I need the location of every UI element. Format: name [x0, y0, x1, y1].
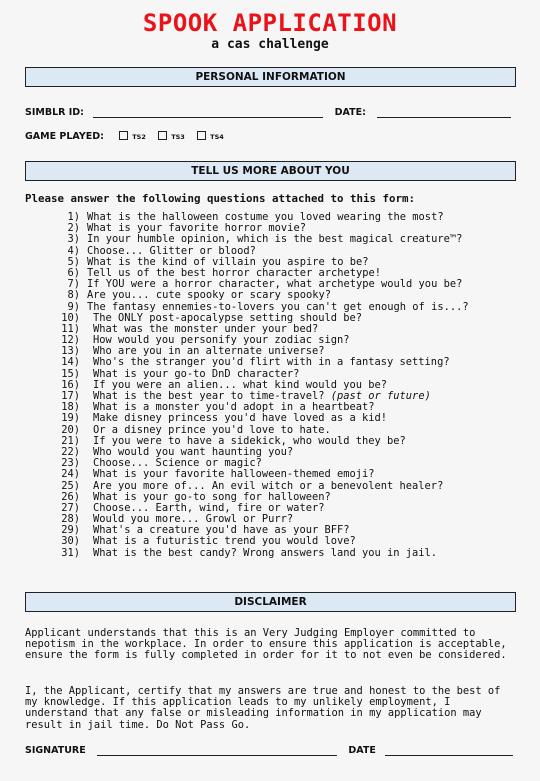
section-tell-us-more: TELL US MORE ABOUT YOU [25, 161, 516, 181]
question-number: 18) [61, 401, 80, 414]
questions-instructions: Please answer the following questions attached to this form: [25, 192, 416, 205]
question-text-main: What is a monster you'd adopt in a heartbeat? [93, 401, 375, 414]
question-text-main: Make disney princess you'd have loved as a kid! [93, 412, 388, 425]
question-text-main: Who's the stranger you'd flirt with in a fantasy setting? [93, 356, 450, 369]
date-label: DATE: [334, 107, 366, 118]
question-number: 9) [67, 300, 80, 313]
question-text-main: What is the best candy? Wrong answers land you in jail. [93, 546, 438, 559]
question-text-main: Who would you want haunting you? [93, 445, 294, 458]
question-number: 4) [67, 244, 80, 257]
form-subtitle: a cas challenge [211, 37, 329, 52]
simblr-id-field[interactable] [93, 107, 323, 118]
question-number: 15) [61, 367, 80, 380]
section-personal-information: PERSONAL INFORMATION [25, 67, 516, 87]
question-number: 10) [61, 311, 80, 324]
question-number: 19) [61, 412, 80, 425]
question-text-main: How would you personify your zodiac sign? [93, 334, 350, 347]
question-text-main: If you were to have a sidekick, who would they be? [93, 434, 406, 447]
signature-field[interactable] [97, 745, 337, 756]
signature-date-field[interactable] [385, 745, 513, 756]
question-number: 6) [67, 266, 80, 279]
question-number: 13) [61, 345, 80, 358]
question-text-main: What is the halloween costume you loved wearing the most? [87, 211, 444, 223]
checkbox-ts4[interactable] [197, 131, 206, 140]
question-number: 5) [67, 255, 80, 268]
question-text-main: Choose... Glitter or blood? [87, 244, 256, 257]
question-text-main: Are you more of... An evil witch or a benevolent healer? [93, 479, 444, 492]
question-note: (past or future) [330, 390, 431, 402]
question-number: 30) [61, 535, 80, 548]
question-number: 25) [61, 479, 80, 492]
question-text-main: The ONLY post-apocalypse setting should be? [93, 311, 362, 324]
game-played-row [25, 131, 224, 142]
date-field[interactable] [377, 107, 511, 118]
question-number: 28) [61, 513, 80, 526]
game-option-ts4: TS4 [210, 133, 224, 141]
game-played-label: GAME PLAYED: [25, 131, 104, 142]
question-number: 31) [61, 546, 80, 559]
question-number: 27) [61, 501, 80, 514]
question-number: 16) [61, 378, 80, 391]
question-text [80, 548, 437, 559]
question-number: 22) [61, 445, 80, 458]
question-number: 17) [61, 390, 80, 402]
signature-label: SIGNATURE [25, 745, 86, 756]
question-text-main: What is your go-to song for halloween? [93, 490, 331, 503]
question-text-main: Tell us of the best horror character archetype! [87, 266, 382, 279]
question-text-main: What is your favorite halloween-themed emoji? [93, 468, 375, 481]
question-text-main: If you were an alien... what kind would you be? [93, 378, 388, 391]
question-number: 1) [67, 211, 80, 223]
question-number: 8) [67, 289, 80, 302]
question-text-main: What is the kind of villain you aspire to be? [87, 255, 369, 268]
question-text-main: What is the best year to time-travel? [93, 390, 325, 402]
checkbox-ts3[interactable] [158, 131, 167, 140]
checkbox-ts2[interactable] [119, 131, 128, 140]
question-text-main: What was the monster under your bed? [93, 322, 319, 335]
question-text-main: Or a disney prince you'd love to hate. [93, 423, 331, 436]
signature-date-label: DATE [348, 745, 376, 756]
question-text-main: The fantasy ennemies-to-lovers you can't get enough of is...? [87, 300, 469, 313]
question-text-main: Choose... Science or magic? [93, 457, 262, 470]
question-number: 12) [61, 334, 80, 347]
question-number: 21) [61, 434, 80, 447]
question-number: 11) [61, 322, 80, 335]
question-text-main: Choose... Earth, wind, fire or water? [93, 501, 325, 514]
disclaimer-paragraph-1: Applicant understands that this is an Very Judging Employer committed to nepotism in the workplace. In order to ensure this application is acceptable, ensure the form is fully completed in order for it to not even be considered. [25, 627, 507, 662]
question-number: 26) [61, 490, 80, 503]
question-number: 2) [67, 222, 80, 235]
question-text-main: If YOU were a horror character, what archetype would you be? [87, 278, 463, 291]
question-item [52, 548, 522, 559]
question-number: 29) [61, 524, 80, 537]
question-text-main: What's a creature you'd have as your BFF? [93, 524, 350, 537]
question-text-main: What is your go-to DnD character? [93, 367, 300, 380]
question-number: 20) [61, 423, 80, 436]
question-text-main: Are you... cute spooky or scary spooky? [87, 289, 331, 302]
section-disclaimer: DISCLAIMER [25, 592, 516, 612]
question-text-main: What is your favorite horror movie? [87, 222, 306, 235]
question-text-main: Would you more... Growl or Purr? [93, 513, 294, 526]
game-option-ts2: TS2 [132, 133, 146, 141]
question-text-main: What is a futuristic trend you would love? [93, 535, 356, 548]
question-text-main: Who are you in an alternate universe? [93, 345, 325, 358]
question-text-main: In your humble opinion, which is the best magical creature™? [87, 233, 463, 246]
game-option-ts3: TS3 [171, 133, 185, 141]
disclaimer-paragraph-2: I, the Applicant, certify that my answers are true and honest to the best of my knowledge. If this application leads to my unlikely employment, I understand that any false or misleading information in my application may result in jail time. Do Not Pass Go. [25, 685, 501, 731]
simblr-id-label: SIMBLR ID: [25, 107, 84, 118]
signature-row [25, 745, 513, 756]
question-number: 7) [67, 278, 80, 291]
form-title: SPOOK APPLICATION [142, 9, 398, 37]
simblr-date-row [25, 107, 511, 118]
question-number: 14) [61, 356, 80, 369]
questions-list [52, 212, 522, 559]
question-number: 3) [67, 233, 80, 246]
question-number: 23) [61, 457, 80, 470]
question-number: 24) [61, 468, 80, 481]
